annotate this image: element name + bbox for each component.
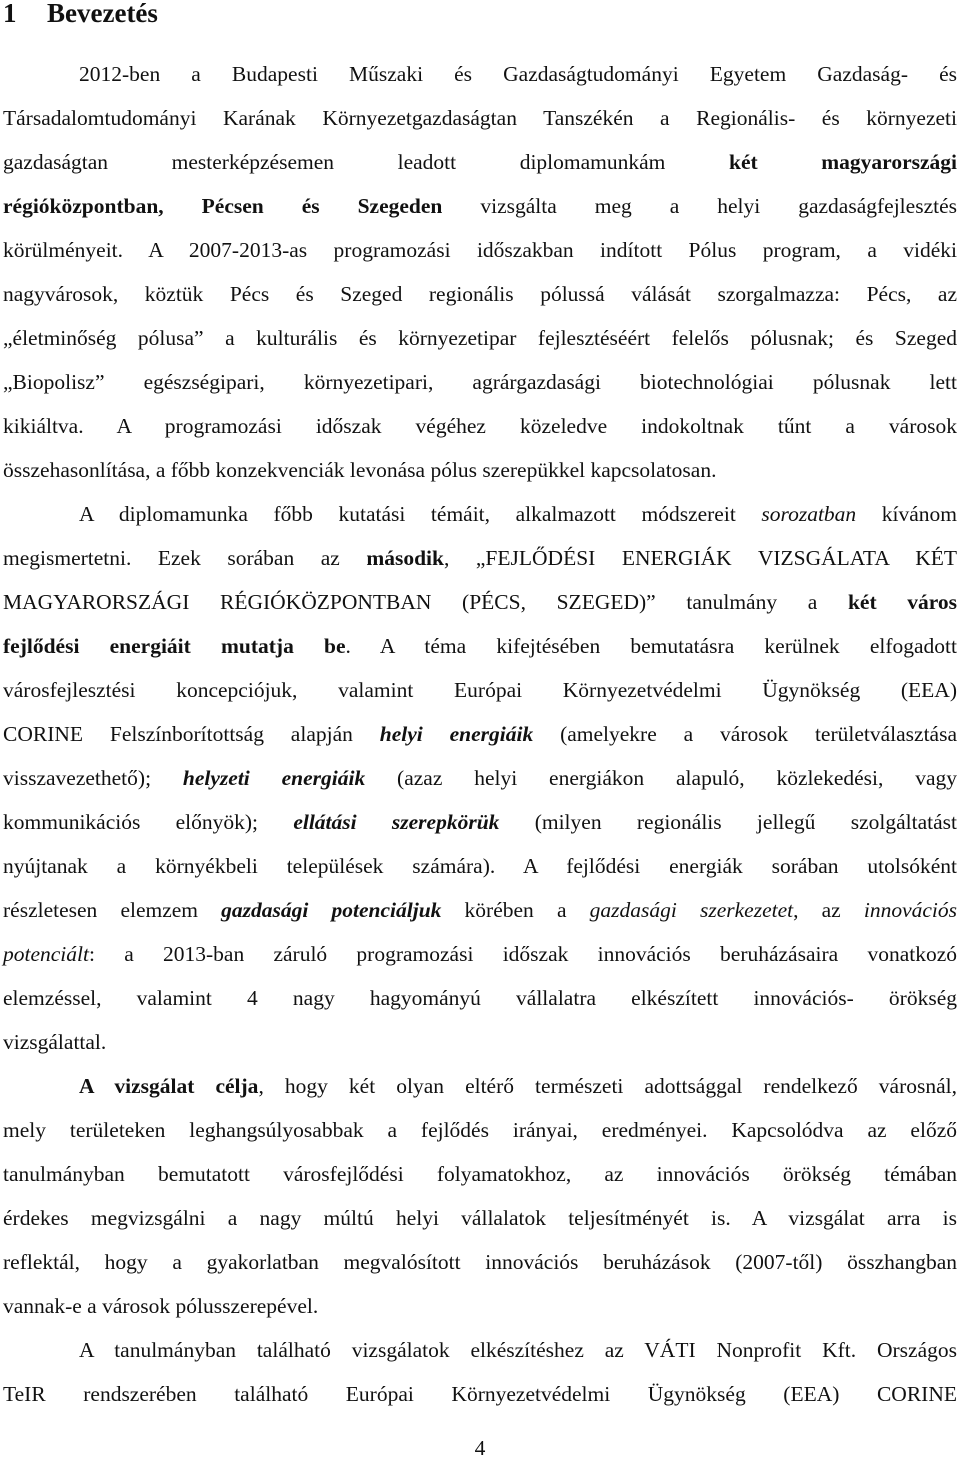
text-run: MAGYARORSZÁGI RÉGIÓKÖZPONTBAN (PÉCS, SZEGED)” tanulmány a — [3, 590, 848, 614]
italic-run: gazdasági szerkezetet — [589, 898, 794, 922]
text-run: tanulmányban bemutatott városfejlődési folyamatokhoz, az innovációs örökség témában — [3, 1162, 957, 1186]
text-line — [3, 360, 957, 404]
bold-run: régióközpontban, Pécsen és Szegeden — [3, 194, 443, 218]
text-run: részletesen elemzem — [3, 898, 222, 922]
bold-run: második — [366, 546, 444, 570]
text-line — [3, 316, 957, 360]
section-title: Bevezetés — [47, 0, 158, 28]
text-run: körében a — [441, 898, 590, 922]
text-run: : a 2013-ban záruló programozási időszak innovációs beruházásaira vonatkozó — [88, 942, 957, 966]
text-line — [3, 580, 957, 624]
text-run: A tanulmányban található vizsgálatok elkészítéshez az VÁTI Nonprofit Kft. Országos — [79, 1338, 957, 1362]
text-line — [3, 712, 957, 756]
text-line — [3, 272, 957, 316]
text-run: (milyen regionális jellegű szolgáltatást — [499, 810, 957, 834]
text-run: kommunikációs előnyök); — [3, 810, 294, 834]
body-text — [3, 52, 957, 1416]
text-run: CORINE Felszínborítottság alapján — [3, 722, 380, 746]
text-line — [3, 228, 957, 272]
text-line — [3, 404, 957, 448]
bold-run: helyi energiáik — [379, 722, 534, 746]
text-run: összehasonlítása, a főbb konzekvenciák levonása pólus szerepükkel kapcsolatosan. — [3, 458, 717, 482]
bold-run: helyzeti energiáik — [182, 766, 366, 790]
text-run: megismertetni. Ezek sorában az — [3, 546, 367, 570]
text-run: körülményeit. A 2007-2013-as programozási időszakban indított Pólus program, a vidéki — [3, 238, 957, 262]
text-run: visszavezethető); — [3, 766, 183, 790]
text-line — [3, 492, 957, 536]
text-line — [3, 52, 957, 96]
page-number: 4 — [474, 1436, 486, 1460]
text-run: . A téma kifejtésében bemutatásra kerülnek elfogadott — [345, 634, 957, 658]
text-line — [3, 624, 957, 668]
text-line — [3, 1328, 957, 1372]
text-line — [3, 96, 957, 140]
text-run: TeIR rendszerében található Európai Környezetvédelmi Ügynökség (EEA) CORINE — [3, 1382, 957, 1406]
text-run: érdekes megvizsgálni a nagy múltú helyi vállalatok teljesítményét is. A vizsgálat arra is — [3, 1206, 957, 1230]
text-line — [3, 1020, 957, 1064]
italic-run: innovációs — [863, 898, 957, 922]
text-run: vannak-e a városok pólusszerepével. — [3, 1294, 319, 1318]
text-line — [3, 140, 957, 184]
text-run: vizsgálattal. — [3, 1030, 107, 1054]
text-run: vizsgálta meg a helyi gazdaságfejlesztés — [442, 194, 957, 218]
bold-run: fejlődési energiáit mutatja be — [3, 634, 346, 658]
italic-run: sorozatban — [761, 502, 857, 526]
text-run: gazdaságtan mesterképzésemen leadott diplomamunkám — [3, 150, 729, 174]
text-run: városfejlesztési koncepciójuk, valamint Európai Környezetvédelmi Ügynökség (EEA) — [3, 678, 957, 702]
text-line — [3, 1064, 957, 1108]
text-run: Társadalomtudományi Karának Környezetgazdaságtan Tanszékén a Regionális- és környezeti — [3, 106, 957, 130]
text-run: , „FEJLŐDÉSI ENERGIÁK VIZSGÁLATA KÉT — [444, 546, 957, 570]
text-run: (amelyekre a városok területválasztása — [533, 722, 958, 746]
text-line — [3, 932, 957, 976]
text-line — [3, 844, 957, 888]
text-line — [3, 756, 957, 800]
text-run: , hogy két olyan eltérő természeti adottsággal rendelkező városnál, — [258, 1074, 957, 1098]
text-run: (azaz helyi energiákon alapuló, közlekedési, vagy — [365, 766, 957, 790]
text-line — [3, 888, 957, 932]
section-number: 1 — [3, 0, 17, 28]
text-line — [3, 668, 957, 712]
bold-run: két város — [847, 590, 958, 614]
text-line — [3, 800, 957, 844]
italic-run: potenciált — [3, 942, 89, 966]
text-run: nyújtanak a környékbeli települések számára). A fejlődési energiák sorában utolsóként — [3, 854, 957, 878]
text-run: , az — [793, 898, 864, 922]
text-line — [3, 448, 957, 492]
text-line — [3, 1152, 957, 1196]
text-line — [3, 1284, 957, 1328]
text-run: nagyvárosok, köztük Pécs és Szeged regionális pólussá válását szorgalmazza: Pécs, az — [3, 282, 957, 306]
text-line — [3, 1108, 957, 1152]
text-run: kívánom — [856, 502, 957, 526]
text-run: „Biopolisz” egészségipari, környezetipari, agrárgazdasági biotechnológiai pólusnak lett — [3, 370, 957, 394]
bold-run: A vizsgálat célja — [79, 1074, 259, 1098]
text-line — [3, 536, 957, 580]
bold-run: két magyarországi — [729, 150, 957, 174]
text-line — [3, 184, 957, 228]
text-run: 2012-ben a Budapesti Műszaki és Gazdaságtudományi Egyetem Gazdaság- és — [79, 62, 957, 86]
text-run: reflektál, hogy a gyakorlatban megvalósított innovációs beruházások (2007-től) összhangban — [3, 1250, 957, 1274]
text-run: A diplomamunka főbb kutatási témáit, alkalmazott módszereit — [79, 502, 762, 526]
text-line — [3, 1240, 957, 1284]
text-line — [3, 1196, 957, 1240]
text-line — [3, 976, 957, 1020]
text-line — [3, 1372, 957, 1416]
section-heading — [3, 0, 158, 30]
bold-run: gazdasági potenciáljuk — [221, 898, 442, 922]
text-run: elemzéssel, valamint 4 nagy hagyományú vállalatra elkészített innovációs- örökség — [3, 986, 957, 1010]
text-run: kikiáltva. A programozási időszak végéhez közeledve indokoltnak tűnt a városok — [3, 414, 957, 438]
bold-run: ellátási szerepkörük — [293, 810, 500, 834]
text-run: „életminőség pólusa” a kulturális és környezetipar fejlesztéséért felelős pólusnak; és Szeged — [3, 326, 957, 350]
text-run: mely területeken leghangsúlyosabbak a fejlődés irányai, eredményei. Kapcsolódva az előző — [3, 1118, 957, 1142]
